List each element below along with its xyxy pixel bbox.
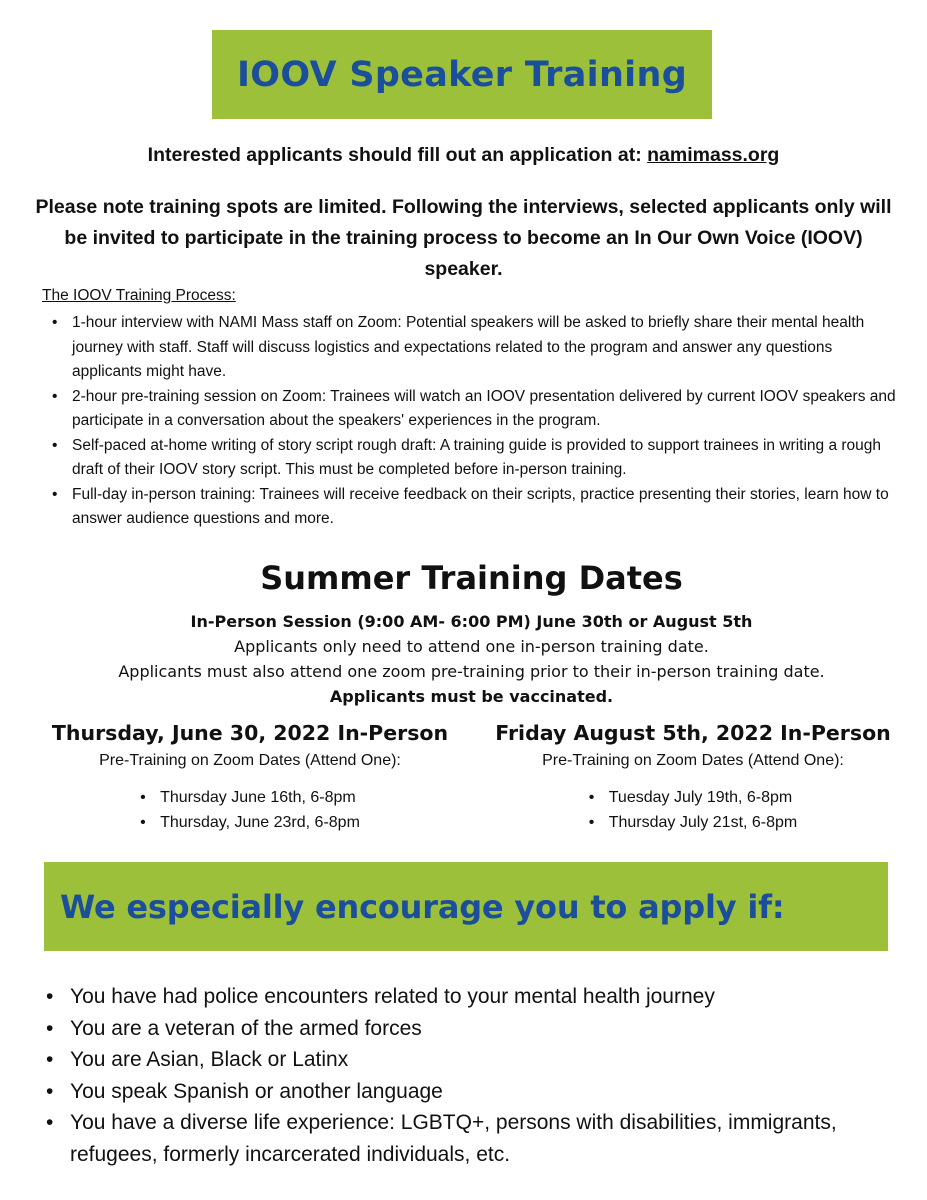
- apply-link[interactable]: namimass.org: [647, 144, 780, 166]
- date-item: • Tuesday July 19th, 6-8pm: [589, 785, 798, 810]
- process-item: • Self-paced at-home writing of story script rough draft: A training guide is provided to support trainees in writing a rough draft of their IOOV story script. This must be completed before in-person training.: [52, 434, 902, 483]
- summer-details: [0, 609, 927, 709]
- process-heading: The IOOV Training Process:: [42, 287, 236, 304]
- date-item: • Thursday, June 23rd, 6-8pm: [140, 810, 360, 835]
- encourage-banner: [44, 862, 888, 951]
- session-times: In-Person Session (9:00 AM- 6:00 PM) June 30th or August 5th: [190, 612, 753, 631]
- summer-title: Summer Training Dates: [260, 559, 683, 597]
- encourage-item: • You have a diverse life experience: LGBTQ+, persons with disabilities, immigrants, refugees, formerly incarcerated individuals, etc.: [46, 1107, 896, 1170]
- title-banner: [212, 30, 712, 119]
- date-item: • Thursday July 21st, 6-8pm: [589, 810, 798, 835]
- session-heading: Thursday, June 30, 2022 In-Person: [51, 721, 449, 745]
- pretraining-note: Applicants must also attend one zoom pre-training prior to their in-person training date.: [118, 662, 825, 681]
- session-june: [30, 718, 470, 835]
- attend-one-note: Applicants only need to attend one in-person training date.: [234, 637, 709, 656]
- apply-text: Interested applicants should fill out an application at:: [147, 144, 648, 166]
- process-item: • Full-day in-person training: Trainees will receive feedback on their scripts, practice presenting their stories, learn how to answer audience questions and more.: [52, 483, 902, 532]
- session-dates: [140, 785, 360, 835]
- process-item: • 2-hour pre-training session on Zoom: Trainees will watch an IOOV presentation delivered by current IOOV speakers and participate in a conversation about the speakers' experiences in the program.: [52, 385, 902, 434]
- session-subheading: Pre-Training on Zoom Dates (Attend One):: [542, 752, 844, 769]
- encourage-item: • You speak Spanish or another language: [46, 1076, 896, 1108]
- session-heading: Friday August 5th, 2022 In-Person: [495, 721, 891, 745]
- encourage-list: [46, 981, 896, 1170]
- page-title: IOOV Speaker Training: [236, 54, 688, 95]
- encourage-item: • You have had police encounters related to your mental health journey: [46, 981, 896, 1013]
- session-august: [473, 718, 913, 835]
- date-item: • Thursday June 16th, 6-8pm: [140, 785, 360, 810]
- notice-text: Please note training spots are limited. Following the interviews, selected applicants only will be invited to participate in the training process to become an In Our Own Voice (IOOV) speaker.: [35, 196, 892, 280]
- session-dates: [589, 785, 798, 835]
- process-list: [52, 311, 902, 532]
- encourage-item: • You are Asian, Black or Latinx: [46, 1044, 896, 1076]
- encourage-item: • You are a veteran of the armed forces: [46, 1013, 896, 1045]
- process-item: • 1-hour interview with NAMI Mass staff on Zoom: Potential speakers will be asked to briefly share their mental health journey with staff. Staff will discuss logistics and expectations related to the program and answer any questions applicants might have.: [52, 311, 902, 385]
- encourage-title: We especially encourage you to apply if:: [60, 887, 785, 926]
- apply-line: [0, 144, 927, 167]
- vaccinated-note: Applicants must be vaccinated.: [329, 687, 614, 706]
- session-subheading: Pre-Training on Zoom Dates (Attend One):: [99, 752, 401, 769]
